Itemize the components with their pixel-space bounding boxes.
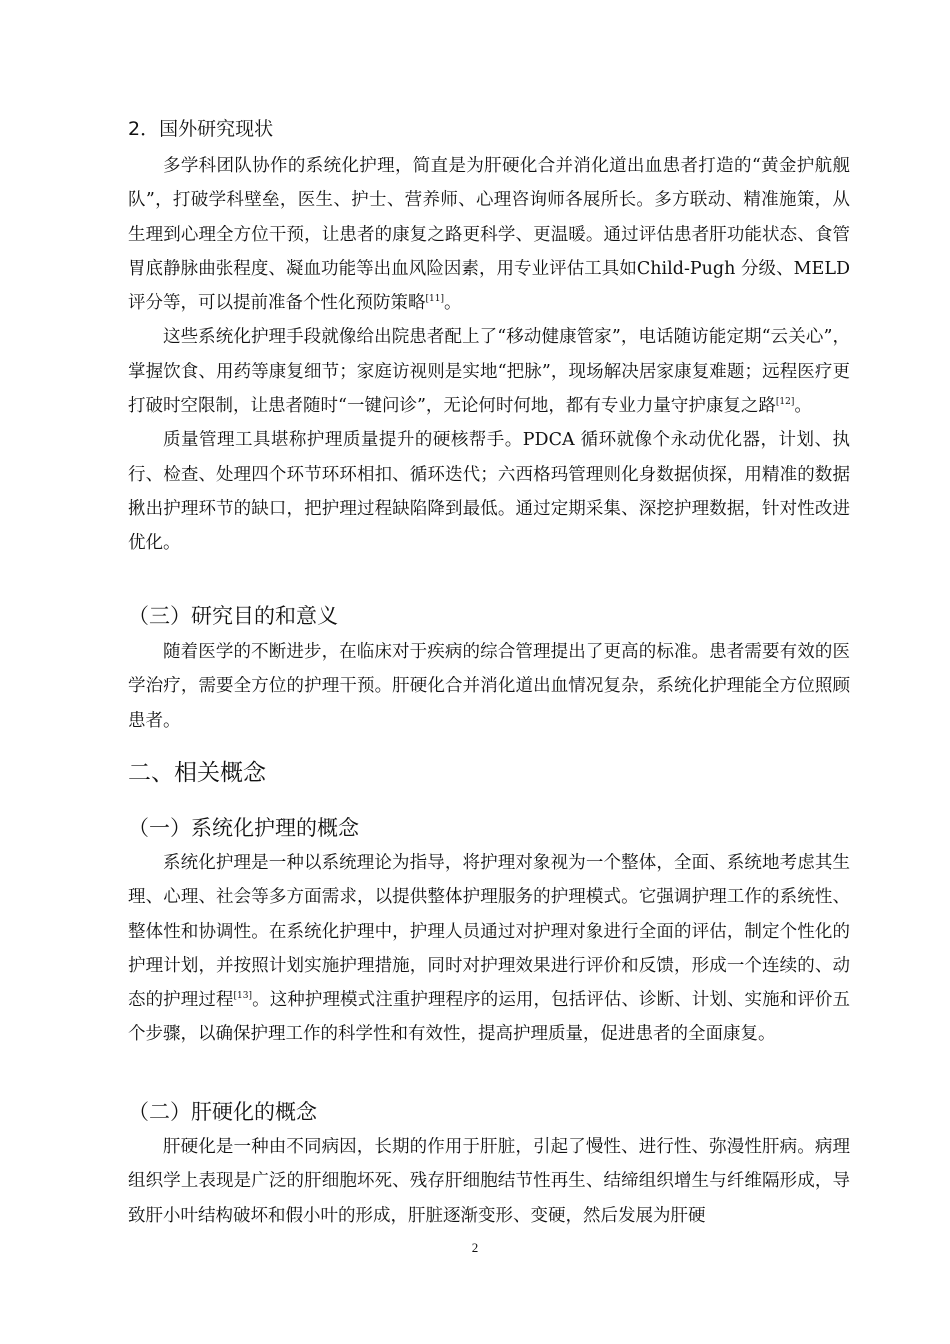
page-number: 2 (471, 1240, 479, 1255)
citation-ref: [11] (425, 294, 444, 305)
paragraph (128, 846, 850, 1052)
section-heading-cirrhosis: （二）肝硬化的概念 (128, 1100, 317, 1124)
paragraph: 随着医学的不断进步，在临床对于疾病的综合管理提出了更高的标准。患者需要有效的医学治疗，需要全方位的护理干预。肝硬化合并消化道出血情况复杂，系统化护理能全方位照顾患者。 (128, 642, 850, 731)
section-heading-purpose: （三）研究目的和意义 (128, 604, 338, 628)
chapter-heading-concepts: 二、相关概念 (128, 760, 266, 786)
paragraph-text: 这些系统化护理手段就像给出院患者配上了“移动健康管家”，电话随访能定期“云关心”，掌握饮食、用药等康复细节；家庭访视则是实地“把脉”，现场解决居家康复难题；远程医疗更打破时空限制，让患者随时“一键问诊”，无论何时何地，都有专业力量守护康复之路 (128, 327, 850, 417)
citation-ref: [12] (775, 397, 795, 408)
section-heading-systematic-nursing: （一）系统化护理的概念 (128, 816, 359, 840)
section-body-systematic-nursing (128, 846, 850, 1052)
paragraph-text: 。 (443, 293, 462, 314)
paragraph-text: 多学科团队协作的系统化护理，简直是为肝硬化合并消化道出血患者打造的“黄金护航舰队”，打破学科壁垒，医生、护士、营养师、心理咨询师各展所长。多方联动、精准施策，从生理到心理全方位干预，让患者的康复之路更科学、更温暖。通过评估患者肝功能状态、食管胃底静脉曲张程度、凝血功能等出血风险因素，用专业评估工具如Child-Pugh 分级、MELD 评分等，可以提前准备个性化预防策略 (128, 156, 850, 314)
paragraph-text: 。这种护理模式注重护理程序的运用，包括评估、诊断、计划、实施和评价五个步骤，以确保护理工作的科学性和有效性，提高护理质量，促进患者的全面康复。 (128, 990, 851, 1045)
paragraph (128, 149, 850, 320)
section-body-purpose (128, 635, 850, 738)
paragraph: 肝硬化是一种由不同病因，长期的作用于肝脏，引起了慢性、进行性、弥漫性肝病。病理组织学上表现是广泛的肝细胞坏死、残存肝细胞结节性再生、结缔组织增生与纤维隔形成，导致肝小叶结构破坏和假小叶的形成，肝脏逐渐变形、变硬，然后发展为肝硬 (128, 1137, 850, 1226)
section-body-cirrhosis (128, 1130, 850, 1233)
paragraph-text: 。 (794, 396, 812, 417)
citation-ref: [13] (233, 991, 253, 1002)
paragraph (128, 320, 850, 423)
section-heading-foreign-research: 2．国外研究现状 (128, 118, 274, 140)
paragraph: 质量管理工具堪称护理质量提升的硬核帮手。PDCA 循环就像个永动优化器，计划、执行、检查、处理四个环节环环相扣、循环迭代；六西格玛管理则化身数据侦探，用精准的数据揪出护理环节的缺口，把护理过程缺陷降到最低。通过定期采集、深挖护理数据，针对性改进优化。 (128, 430, 850, 554)
paragraph-text: 系统化护理是一种以系统理论为指导，将护理对象视为一个整体，全面、系统地考虑其生理、心理、社会等多方面需求，以提供整体护理服务的护理模式。它强调护理工作的系统性、整体性和协调性。在系统化护理中，护理人员通过对护理对象进行全面的评估，制定个性化的护理计划，并按照计划实施护理措施，同时对护理效果进行评价和反馈，形成一个连续的、动态的护理过程 (128, 853, 850, 1011)
section-body-foreign-research (128, 149, 850, 561)
